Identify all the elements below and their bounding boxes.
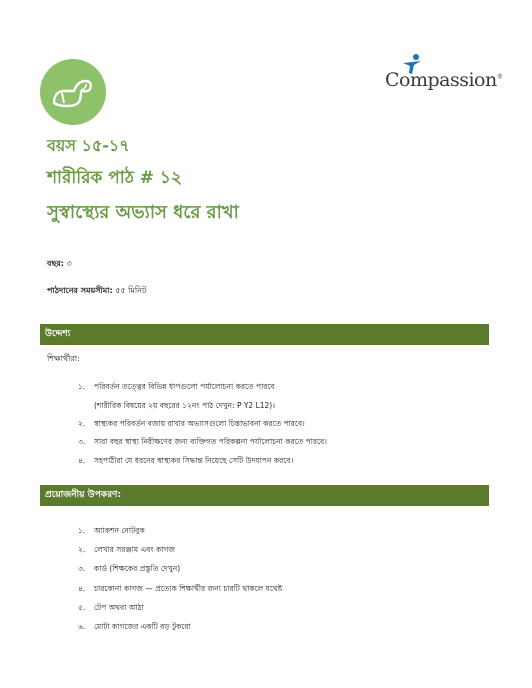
- lesson-title: সুস্বাস্থ্যের অভ্যাস ধরে রাখা: [47, 202, 239, 223]
- time-line: [47, 285, 146, 298]
- logo-wordmark: Compassion®: [385, 69, 503, 91]
- objectives-heading: উদ্দেশ্য: [40, 324, 489, 345]
- flexed-arm-icon: [40, 59, 106, 125]
- lesson-page: Compassion® বয়স ১৫-১৭ শারীরিক পাঠ # ১২ সুস্বাস্থ্যের অভ্যাস ধরে রাখা বছর: ৩ পাঠদানের সময়সীমা: ৫৫ মিনিট উদ্দেশ্য শিক্ষার্থীরা: ১. পরিবর্তন তত্ত্বের বিভিন্ন ধাপগুলো পর্যালোচনা করতে পারবে (শারীরিক বিষয়ের ২য় বছরের ১২নং পাঠ দেখুন: P Y2 L12)। ২. স্বাস্থ্যকর পরিবর্তন বজায় রাখার অভ্যাসগুলো চিন্তাভাবনা করতে পারবে। ৩. সারা বছর স্বাস্থ্য নিরীক্ষণের জন্য ব্যক্তিগত পরিকল্পনা পর্যালোচনা করতে পারবে। ৪. সহপাঠীরা যে ধরনের স্বাস্থ্যকর সিদ্ধান্ত নিয়েছে সেটি উদযাপন করবে। প্রয়োজনীয় উপকরণ: ১. অ্যাকশন নোটবুক ২. লেখার সরঞ্জাম এবং কাগজ ৩. কার্ড (শিক্ষকের প্রস্তুতি দেখুন) ৪. চারকোনা কাগজ — প্রত্যেক শিক্ষার্থীর জন্য চারটি থাকলে যথেষ্ট ৫. টেপ অথবা আঠা ৬. মোটা কাগজের একটি বড় টুকরো: [0, 0, 532, 688]
- lesson-number: শারীরিক পাঠ # ১২: [47, 168, 182, 188]
- students-intro: শিক্ষার্থীরা:: [47, 354, 80, 363]
- time-label: পাঠদানের সময়সীমা:: [47, 286, 113, 295]
- compassion-logo: [385, 57, 503, 97]
- time-value: ৫৫ মিনিট: [112, 286, 147, 295]
- year-label: বছর:: [47, 259, 64, 268]
- materials-heading: প্রয়োজনীয় উপকরণ:: [40, 485, 489, 506]
- age-range: বয়স ১৫-১৭: [47, 136, 130, 155]
- year-line: [47, 258, 72, 271]
- year-value: ৩: [63, 259, 72, 268]
